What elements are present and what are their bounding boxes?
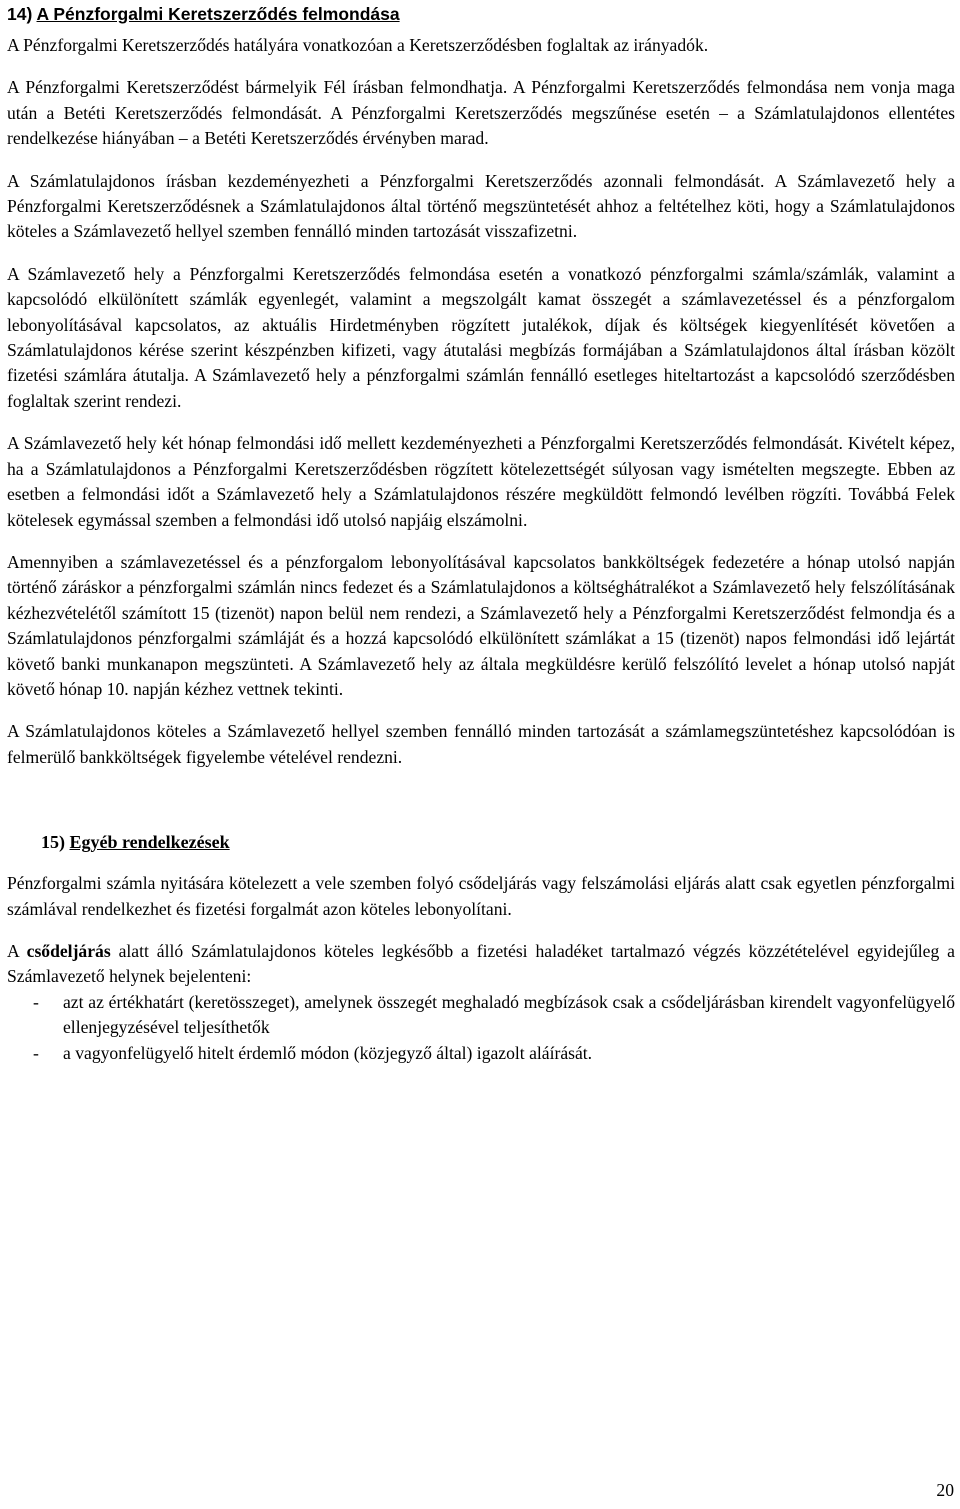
paragraph-2-suffix: alatt álló Számlatulajdonos köteles legkésőbb a fizetési haladéket tartalmazó végzés közzétételével egyidejűleg a Számlavezető helynek bejelenteni: <box>7 940 955 987</box>
section-14-paragraph-1: A Pénzforgalmi Keretszerződés hatályára vonatkozóan a Keretszerződésben foglaltak az irányadók. <box>7 35 709 55</box>
section-14-heading <box>7 2 955 26</box>
section-15-heading <box>41 830 955 854</box>
list-item <box>7 990 955 1041</box>
section-14-paragraph-2: A Pénzforgalmi Keretszerződést bármelyik Fél írásban felmondhatja. A Pénzforgalmi Keretszerződés felmondása nem vonja maga után a Betéti Keretszerződés felmondását. A Pénzforgalmi Keretszerződés megszűnése esetén – a Számlatulajdonos ellentétes rendelkezése hiányában – a Betéti Keretszerződés érvényben marad. <box>7 77 955 149</box>
section-15-paragraph-1: Pénzforgalmi számla nyitására kötelezett a vele szemben folyó csődeljárás vagy felszámolási eljárás alatt csak egyetlen pénzforgalmi számlával rendelkezhet és fizetési forgalmát azon köteles lebonyolítani. <box>7 873 955 919</box>
document-page <box>7 0 955 1066</box>
section-15-number: 15) <box>41 832 65 853</box>
section-14-title: A Pénzforgalmi Keretszerződés felmondása <box>36 4 400 24</box>
list-item-text: a vagyonfelügyelő hitelt érdemlő módon (közjegyző által) igazolt aláírását. <box>63 1042 593 1063</box>
list-dash: - <box>33 991 39 1012</box>
section-15-paragraph-2 <box>7 939 955 990</box>
section-15-title: Egyéb rendelkezések <box>69 832 230 853</box>
section-14-number: 14) <box>7 4 33 24</box>
paragraph-2-prefix: A <box>7 940 27 961</box>
section-14-paragraph-5: A Számlavezető hely két hónap felmondási idő mellett kezdeményezheti a Pénzforgalmi Keretszerződés felmondását. Kivételt képez, ha a Számlatulajdonos a Pénzforgalmi Keretszerződésben rögzített kötelezettségét súlyosan vagy ismételten megszegte. Ebben az esetben a felmondási időt a Számlavezető hely a Számlatulajdonos részére megküldött felmondó levélben rögzíti. Továbbá Felek kötelesek egymással szemben a felmondási idő utolsó napjáig elszámolni. <box>7 433 955 530</box>
section-14-paragraph-3: A Számlatulajdonos írásban kezdeményezheti a Pénzforgalmi Keretszerződés azonnali felmondását. A Számlavezető hely a Pénzforgalmi Keretszerződésnek a Számlatulajdonos által történő megszüntetését ahhoz a feltételhez köti, hogy a Számlatulajdonos köteles a Számlavezető hellyel szemben fennálló minden tartozását visszafizetni. <box>7 170 955 242</box>
csodeljaras-term: csődeljárás <box>26 940 111 961</box>
list-item-text: azt az értékhatárt (keretösszeget), amelynek összegét meghaladó megbízások csak a csődeljárásban kirendelt vagyonfelügyelő ellenjegyzésével teljesíthetők <box>63 991 955 1038</box>
notification-list <box>7 990 955 1066</box>
list-item <box>7 1041 955 1066</box>
section-14-paragraph-4: A Számlavezető hely a Pénzforgalmi Keretszerződés felmondása esetén a vonatkozó pénzforgalmi számla/számlák, valamint a kapcsolódó elkülönített számlák egyenlegét, valamint a megszolgált kamat összegét a számlavezetéssel és a pénzforgalom lebonyolításával kapcsolatos, az aktuális Hirdetményben rögzített jutalékok, díjak és költségek kiegyenlítését követően a Számlatulajdonos kérése szerint készpénzben kifizeti, vagy átutalási megbízás formájában a Számlatulajdonos által írásban közölt fizetési számlára átutalja. A Számlavezető hely a pénzforgalmi számlán fennálló esetleges hiteltartozást a kapcsolódó szerződésben foglaltak szerint rendezi. <box>7 263 955 411</box>
list-dash: - <box>33 1042 39 1063</box>
section-14-paragraph-6: Amennyiben a számlavezetéssel és a pénzforgalom lebonyolításával kapcsolatos bankköltségek fedezetére a hónap utolsó napján történő záráskor a pénzforgalmi számlán nincs fedezet és a Számlatulajdonos a költséghátralékot a Számlavezető hely felszólításának kézhezvételétől számított 15 (tizenöt) napon belül nem rendezi, a Számlavezető hely a Pénzforgalmi Keretszerződést felmondja és a Számlatulajdonos pénzforgalmi számláját és a hozzá kapcsolódó elkülönített számlákat a 15 (tizenöt) napos felmondási idő lejártát követő banki munkanapon megszünteti. A Számlavezető hely az általa megküldésre kerülő felszólító levelet a hónap utolsó napját követő hónap 10. napján kézhez vettnek tekinti. <box>7 551 955 699</box>
section-14-paragraph-7: A Számlatulajdonos köteles a Számlavezető hellyel szemben fennálló minden tartozását a számlamegszüntetéshez kapcsolódóan is felmerülő bankköltségek figyelembe vételével rendezni. <box>7 721 955 767</box>
page-number: 20 <box>936 1480 954 1500</box>
